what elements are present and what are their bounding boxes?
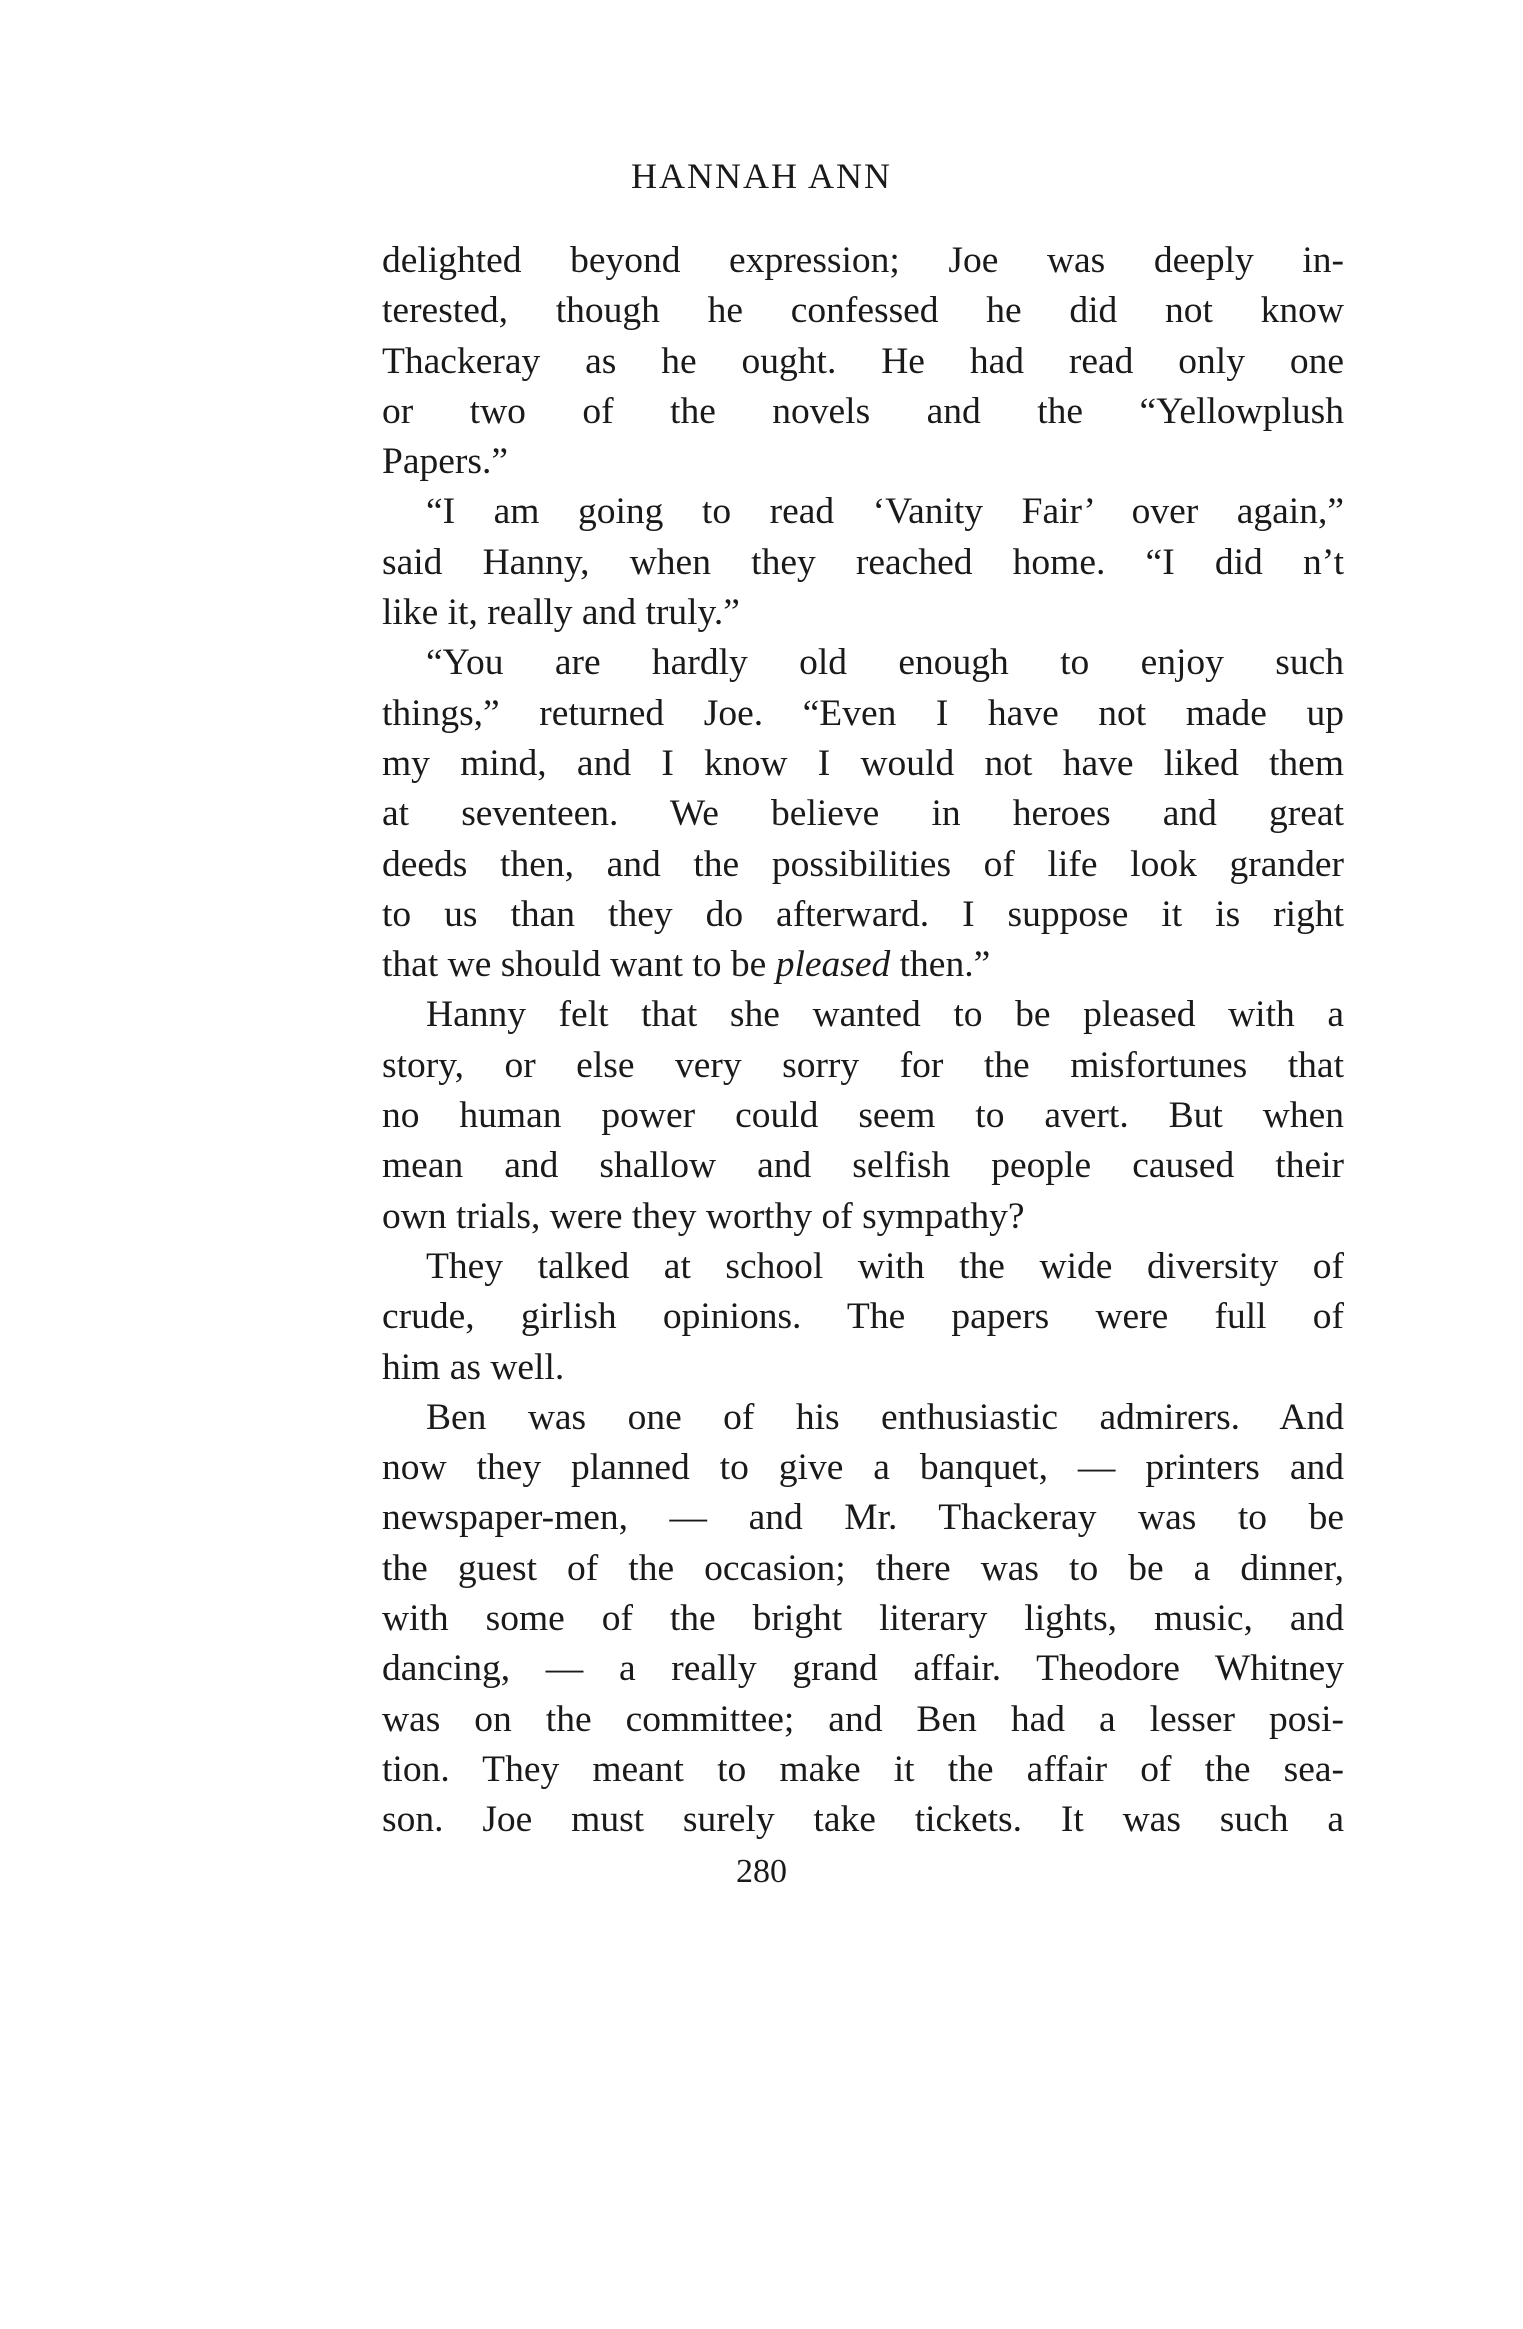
text-line: Ben was one of his enthusiastic admirers. And [426, 1396, 1344, 1438]
body-text [382, 236, 1344, 1846]
text-line: Hanny felt that she wanted to be pleased with a [426, 994, 1344, 1036]
text-line: him as well. [382, 1346, 565, 1388]
paragraph [382, 236, 1344, 487]
text-line: that we should want to be pleased then.” [382, 944, 991, 986]
text-line: with some of the bright literary lights, music, and [382, 1598, 1344, 1640]
page-number: 280 [736, 1853, 787, 1890]
text-line: mean and shallow and selfish people caused their [382, 1145, 1344, 1187]
text-line: now they planned to give a banquet, — printers and [382, 1447, 1344, 1489]
paragraph [382, 1242, 1344, 1393]
text-line: delighted beyond expression; Joe was deeply in- [382, 240, 1344, 281]
text-line: no human power could seem to avert. But when [382, 1095, 1344, 1137]
text-line: said Hanny, when they reached home. “I did n’t [382, 541, 1344, 583]
running-head: HANNAH ANN [631, 156, 892, 196]
text-line: crude, girlish opinions. The papers were full of [382, 1296, 1344, 1338]
text-line: Papers.” [382, 441, 508, 483]
paragraph [382, 1393, 1344, 1846]
text-line: tion. They meant to make it the affair of the sea- [382, 1748, 1344, 1790]
text-line: newspaper-men, — and Mr. Thackeray was to be [382, 1497, 1344, 1539]
text-line: They talked at school with the wide diversity of [426, 1245, 1344, 1287]
text-line: deeds then, and the possibilities of life look grander [382, 843, 1344, 885]
paragraph [382, 990, 1344, 1241]
text-line: own trials, were they worthy of sympathy? [382, 1195, 1025, 1237]
text-line: or two of the novels and the “Yellowplush [382, 390, 1344, 432]
text-line: dancing, — a really grand affair. Theodore Whitney [382, 1648, 1344, 1690]
text-line: at seventeen. We believe in heroes and great [382, 793, 1344, 835]
text-line: the guest of the occasion; there was to be a dinner, [382, 1547, 1344, 1589]
text-line: things,” returned Joe. “Even I have not made up [382, 692, 1344, 734]
text-line: my mind, and I know I would not have liked them [382, 742, 1344, 784]
emphasized-word: pleased [775, 944, 891, 986]
text-line: story, or else very sorry for the misfortunes that [382, 1044, 1344, 1086]
paragraph [382, 487, 1344, 638]
text-line: like it, really and truly.” [382, 592, 740, 634]
text-line: Thackeray as he ought. He had read only one [382, 340, 1344, 382]
paragraph [382, 638, 1344, 990]
text-line: was on the committee; and Ben had a lesser posi- [382, 1698, 1344, 1740]
text-line: to us than they do afterward. I suppose it is right [382, 893, 1344, 935]
text-line: terested, though he confessed he did not know [382, 290, 1344, 332]
text-line: son. Joe must surely take tickets. It was such a [382, 1799, 1344, 1841]
text-line: “I am going to read ‘Vanity Fair’ over again,” [426, 491, 1344, 533]
text-line: “You are hardly old enough to enjoy such [426, 642, 1344, 684]
